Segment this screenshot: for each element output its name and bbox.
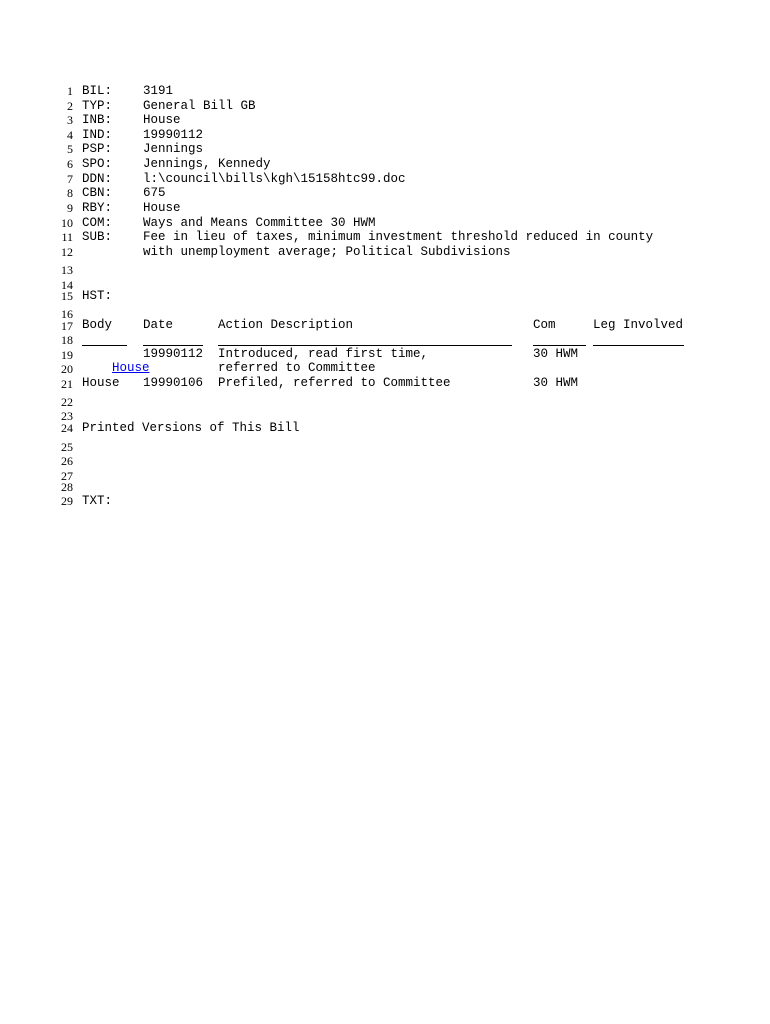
line-number: 2	[67, 99, 73, 113]
line-number: 1	[67, 84, 73, 98]
house-link[interactable]: House	[112, 361, 150, 375]
history-header-leg: Leg Involved	[593, 318, 684, 332]
ddn-label: DDN:	[82, 172, 113, 186]
hst-label: HST:	[82, 289, 113, 303]
line-number: 7	[67, 172, 73, 186]
line-number: 25	[61, 440, 73, 454]
line-number: 13	[61, 263, 73, 277]
sub-value-line2: with unemployment average; Political Subdivisions	[143, 245, 511, 259]
cbn-value: 675	[143, 186, 166, 200]
history-row-1-com: 30 HWM	[533, 347, 579, 361]
line-number: 14	[61, 278, 73, 292]
line-number: 5	[67, 142, 73, 156]
line-number: 23	[61, 409, 73, 423]
line-number: 27	[61, 469, 73, 483]
history-header-body: Body	[82, 318, 113, 332]
line-number: 18	[61, 333, 73, 347]
ind-label: IND:	[82, 128, 113, 142]
history-row-2-com: 30 HWM	[533, 376, 579, 390]
line-number: 15	[61, 289, 73, 303]
com-label: COM:	[82, 216, 113, 230]
sub-label: SUB:	[82, 230, 113, 244]
psp-value: Jennings	[143, 142, 204, 156]
history-row-1-action-line1: Introduced, read first time,	[218, 347, 429, 361]
line-number: 20	[61, 362, 73, 376]
history-row-1-action-line2: referred to Committee	[218, 361, 376, 375]
history-header-action: Action Description	[218, 318, 354, 332]
line-number: 10	[61, 216, 73, 230]
line-number: 9	[67, 201, 73, 215]
line-number: 24	[61, 421, 73, 435]
cbn-label: CBN:	[82, 186, 113, 200]
line-number: 16	[61, 307, 73, 321]
line-number: 11	[61, 230, 73, 244]
line-number: 12	[61, 245, 73, 259]
line-number: 19	[61, 348, 73, 362]
rby-value: House	[143, 201, 181, 215]
txt-label: TXT:	[82, 494, 113, 508]
line-number: 3	[67, 113, 73, 127]
inb-value: House	[143, 113, 181, 127]
history-row-2-body: House	[82, 376, 120, 390]
history-row-2-action-line1: Prefiled, referred to Committee	[218, 376, 451, 390]
printed-versions-heading: Printed Versions of This Bill	[82, 421, 300, 435]
line-number: 8	[67, 186, 73, 200]
typ-label: TYP:	[82, 99, 113, 113]
line-number: 21	[61, 377, 73, 391]
rby-label: RBY:	[82, 201, 113, 215]
header-underline-leg	[593, 345, 684, 346]
line-number: 26	[61, 454, 73, 468]
com-value: Ways and Means Committee 30 HWM	[143, 216, 376, 230]
psp-label: PSP:	[82, 142, 113, 156]
spo-value: Jennings, Kennedy	[143, 157, 271, 171]
line-number: 22	[61, 395, 73, 409]
line-number: 28	[61, 480, 73, 494]
history-row-2-date: 19990106	[143, 376, 204, 390]
ddn-value: l:\council\bills\kgh\15158htc99.doc	[143, 172, 406, 186]
ind-value: 19990112	[143, 128, 204, 142]
line-number: 4	[67, 128, 73, 142]
spo-label: SPO:	[82, 157, 113, 171]
line-number: 29	[61, 494, 73, 508]
history-header-date: Date	[143, 318, 174, 332]
history-row-1-date: 19990112	[143, 347, 204, 361]
history-header-com: Com	[533, 318, 556, 332]
bil-value: 3191	[143, 84, 174, 98]
inb-label: INB:	[82, 113, 113, 127]
bil-label: BIL:	[82, 84, 113, 98]
line-number: 6	[67, 157, 73, 171]
header-underline-date	[143, 345, 203, 346]
line-number: 17	[61, 319, 73, 333]
header-underline-action	[218, 345, 512, 346]
sub-value-line1: Fee in lieu of taxes, minimum investment threshold reduced in county	[143, 230, 654, 244]
header-underline-com	[533, 345, 586, 346]
typ-value: General Bill GB	[143, 99, 256, 113]
header-underline-body	[82, 345, 127, 346]
